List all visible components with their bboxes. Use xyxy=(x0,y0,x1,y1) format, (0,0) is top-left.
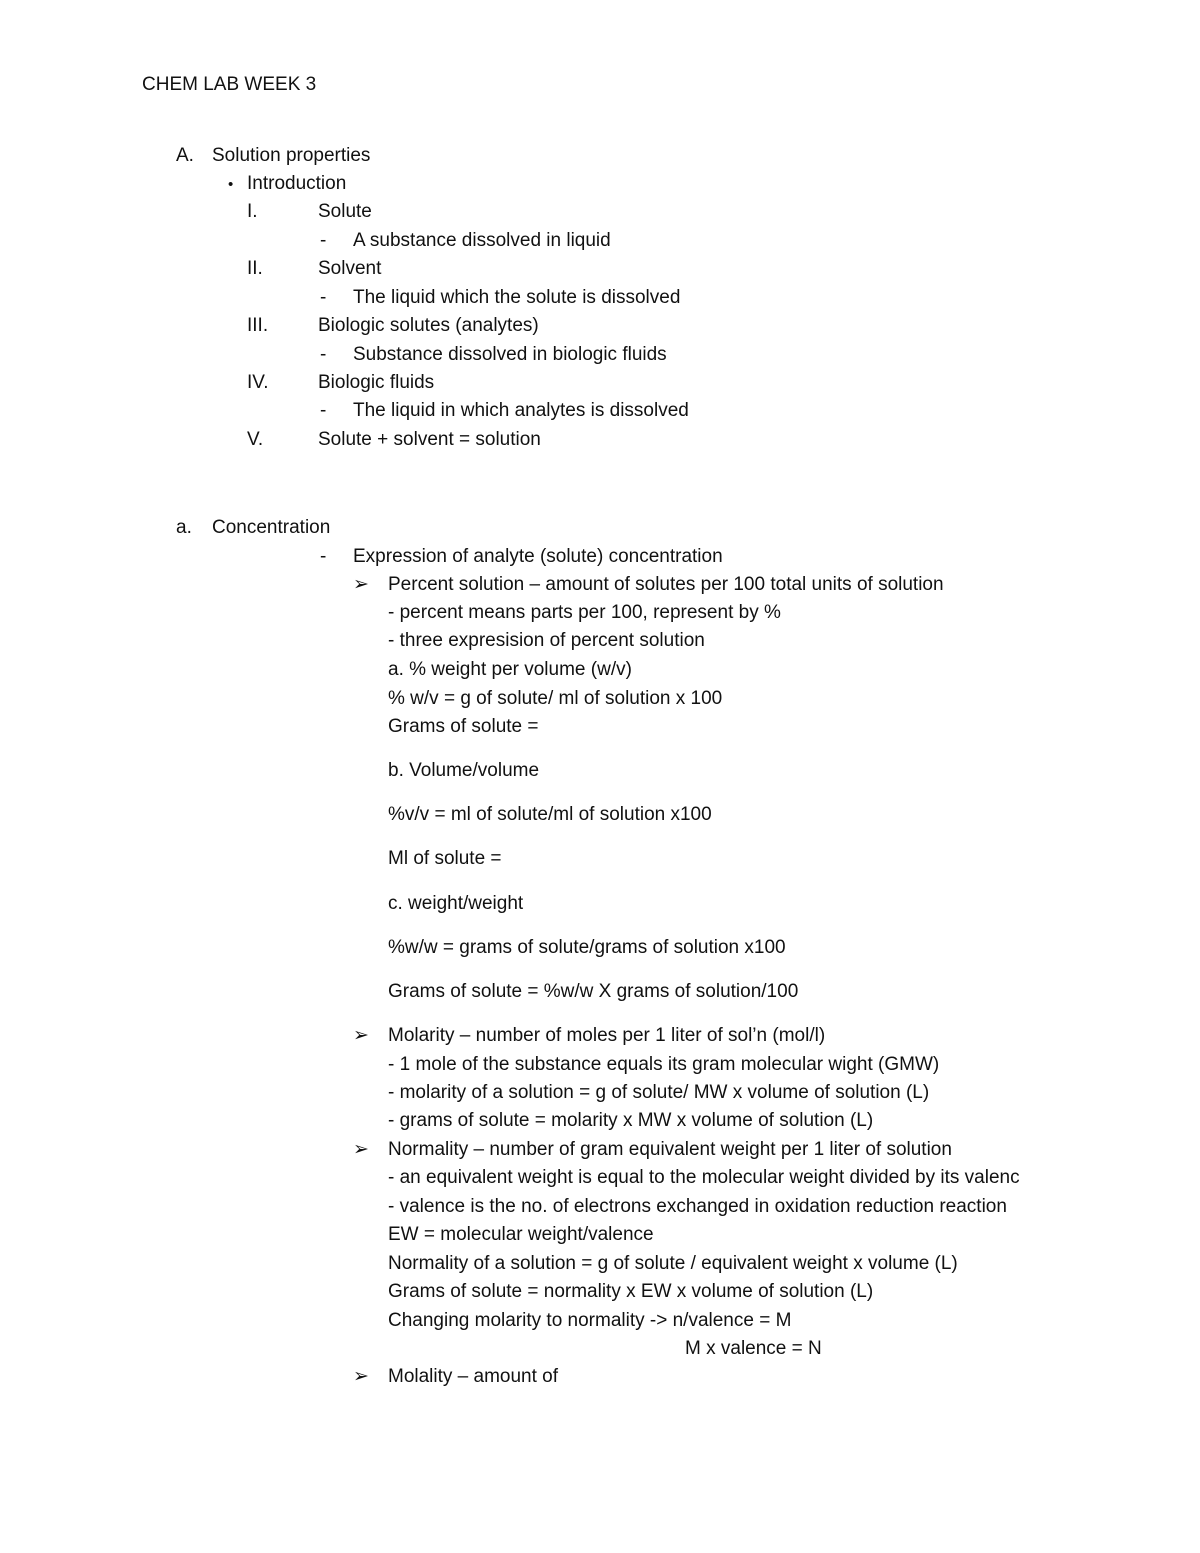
normality-title: Normality – number of gram equivalent weight per 1 liter of solution xyxy=(388,1139,952,1160)
list-numeral: III. xyxy=(247,315,269,336)
page-title: CHEM LAB WEEK 3 xyxy=(142,74,317,95)
section-b-heading: Concentration xyxy=(212,517,331,538)
normality-line: EW = molecular weight/valence xyxy=(388,1224,654,1245)
percent-line: c. weight/weight xyxy=(388,893,524,914)
bullet-icon: • xyxy=(228,176,234,193)
list-numeral: I. xyxy=(247,201,258,222)
list-dash: - xyxy=(320,546,327,567)
list-dash: - xyxy=(320,400,327,421)
section-a-marker: A. xyxy=(176,145,194,166)
normality-line: Changing molarity to normality -> n/valence = M xyxy=(388,1310,792,1331)
molarity-line: - molarity of a solution = g of solute/ MW x volume of solution (L) xyxy=(388,1082,930,1103)
percent-line: a. % weight per volume (w/v) xyxy=(388,659,632,680)
percent-line: - percent means parts per 100, represent by % xyxy=(388,602,781,623)
percent-line: Grams of solute = xyxy=(388,716,539,737)
section-b-marker: a. xyxy=(176,517,192,538)
molarity-title: Molarity – number of moles per 1 liter of sol’n (mol/l) xyxy=(388,1025,826,1046)
normality-line: - valence is the no. of electrons exchanged in oxidation reduction reaction xyxy=(388,1196,1007,1217)
arrow-bullet-icon: ➢ xyxy=(353,574,369,595)
list-term: Biologic fluids xyxy=(318,372,435,393)
list-definition: The liquid which the solute is dissolved xyxy=(353,287,681,308)
percent-title: Percent solution – amount of solutes per 100 total units of solution xyxy=(388,574,944,595)
normality-line: Grams of solute = normality x EW x volume of solution (L) xyxy=(388,1281,874,1302)
percent-line: b. Volume/volume xyxy=(388,760,540,781)
percent-line: - three expresision of percent solution xyxy=(388,630,705,651)
molarity-line: - grams of solute = molarity x MW x volume of solution (L) xyxy=(388,1110,874,1131)
normality-line: Normality of a solution = g of solute / equivalent weight x volume (L) xyxy=(388,1253,958,1274)
list-term: Biologic solutes (analytes) xyxy=(318,315,539,336)
expression-line: Expression of analyte (solute) concentration xyxy=(353,546,723,567)
list-term: Solute + solvent = solution xyxy=(318,429,541,450)
percent-line: Ml of solute = xyxy=(388,848,502,869)
list-dash: - xyxy=(320,344,327,365)
molarity-line: - 1 mole of the substance equals its gram molecular wight (GMW) xyxy=(388,1054,940,1075)
arrow-bullet-icon: ➢ xyxy=(353,1139,369,1160)
arrow-bullet-icon: ➢ xyxy=(353,1025,369,1046)
normality-line: - an equivalent weight is equal to the molecular weight divided by its valenc xyxy=(388,1167,1020,1188)
list-term: Solvent xyxy=(318,258,382,279)
list-dash: - xyxy=(320,287,327,308)
list-dash: - xyxy=(320,230,327,251)
intro-label: Introduction xyxy=(247,173,347,194)
percent-line: %v/v = ml of solute/ml of solution x100 xyxy=(388,804,712,825)
percent-line: %w/w = grams of solute/grams of solution x100 xyxy=(388,937,786,958)
list-numeral: V. xyxy=(247,429,264,450)
list-numeral: IV. xyxy=(247,372,269,393)
percent-line: % w/v = g of solute/ ml of solution x 100 xyxy=(388,688,723,709)
list-definition: Substance dissolved in biologic fluids xyxy=(353,344,667,365)
section-a-heading: Solution properties xyxy=(212,145,371,166)
normality-continuation: M x valence = N xyxy=(685,1338,822,1359)
list-definition: A substance dissolved in liquid xyxy=(353,230,611,251)
arrow-bullet-icon: ➢ xyxy=(353,1366,369,1387)
percent-line: Grams of solute = %w/w X grams of solution/100 xyxy=(388,981,799,1002)
list-term: Solute xyxy=(318,201,372,222)
list-definition: The liquid in which analytes is dissolved xyxy=(353,400,689,421)
molality-title: Molality – amount of xyxy=(388,1366,559,1387)
list-numeral: II. xyxy=(247,258,263,279)
